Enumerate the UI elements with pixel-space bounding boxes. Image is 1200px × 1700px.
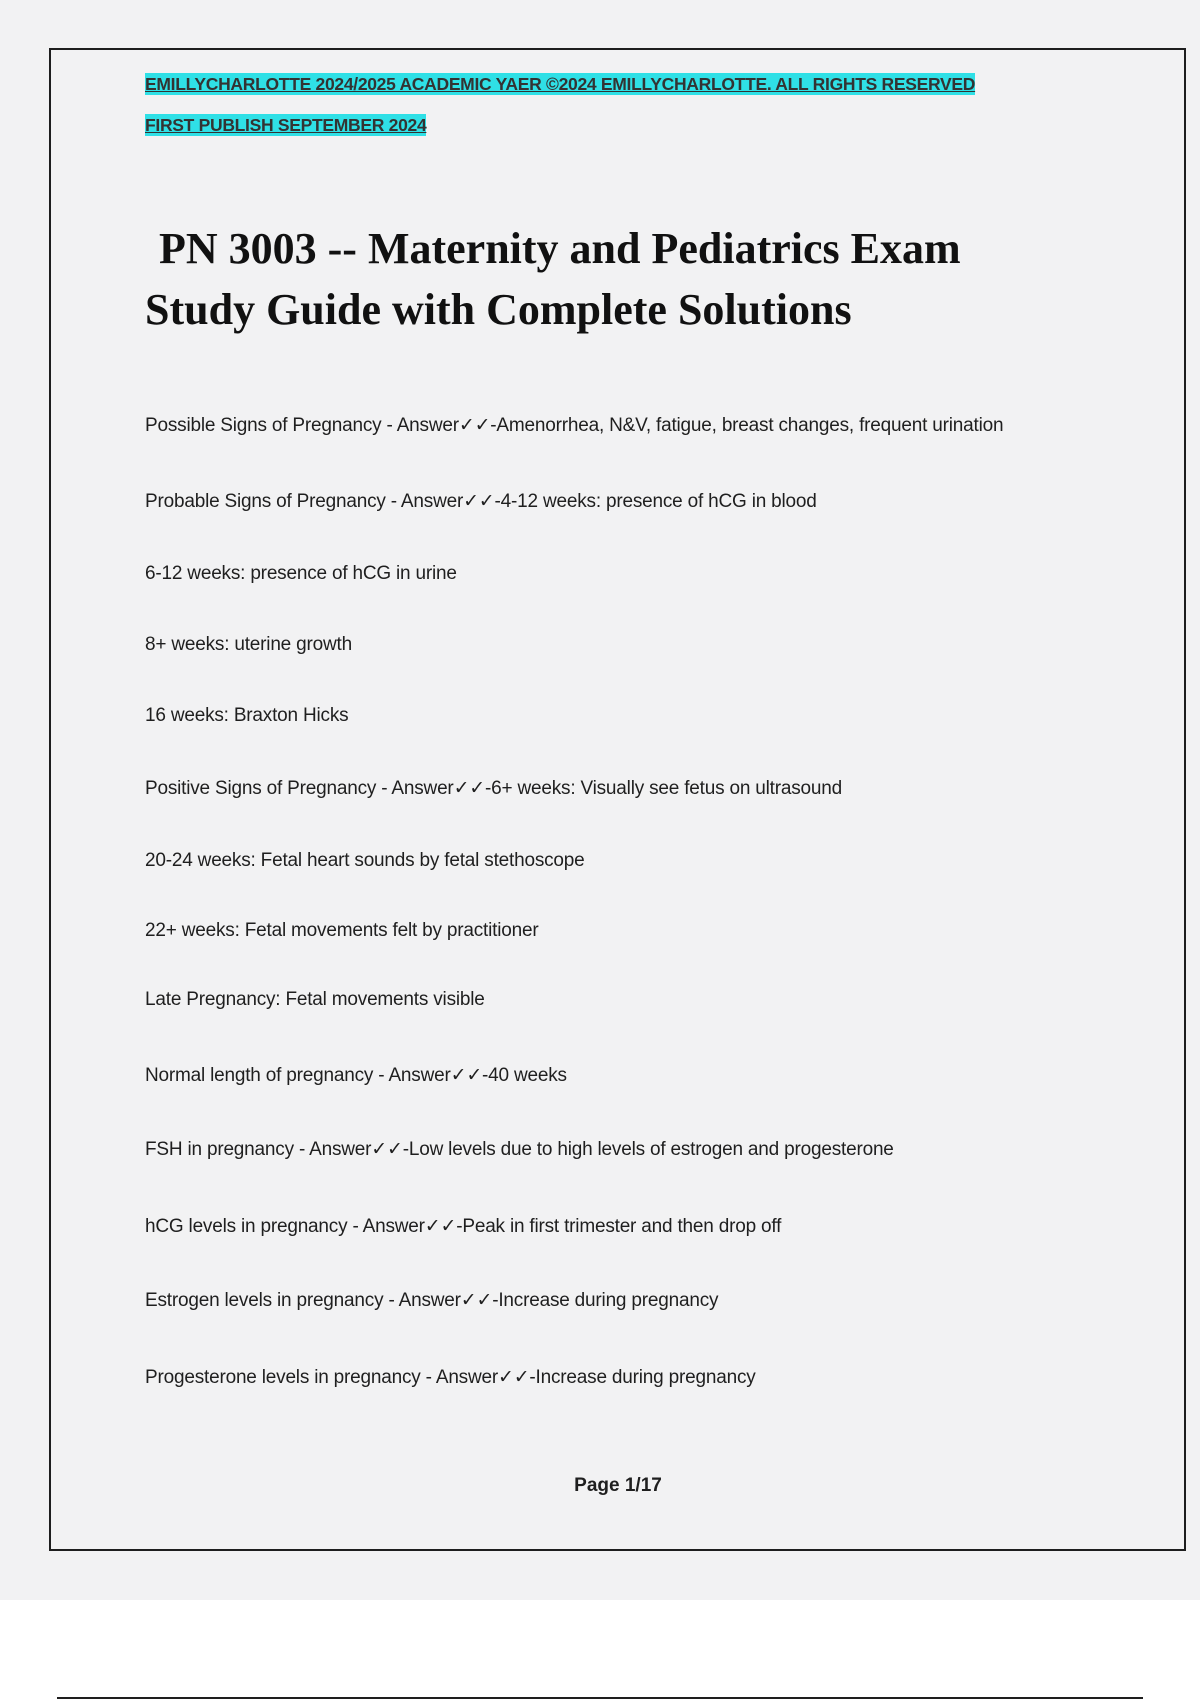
- copyright-header-text: EMILLYCHARLOTTE 2024/2025 ACADEMIC YAER ©2024 EMILLYCHARLOTTE. ALL RIGHTS RESERVED: [145, 74, 976, 94]
- study-entry: FSH in pregnancy - Answer✓✓-Low levels due to high levels of estrogen and progesterone: [145, 1139, 894, 1160]
- study-entry: 16 weeks: Braxton Hicks: [145, 705, 349, 726]
- publish-date-header: [145, 115, 426, 136]
- study-entry: hCG levels in pregnancy - Answer✓✓-Peak in first trimester and then drop off: [145, 1216, 782, 1237]
- document-title: [145, 218, 1125, 340]
- study-entry: Estrogen levels in pregnancy - Answer✓✓-Increase during pregnancy: [145, 1290, 719, 1311]
- title-line-2: Study Guide with Complete Solutions: [145, 285, 852, 334]
- study-entry: 6-12 weeks: presence of hCG in urine: [145, 563, 457, 584]
- study-entry: Late Pregnancy: Fetal movements visible: [145, 989, 485, 1010]
- study-entry: Normal length of pregnancy - Answer✓✓-40 weeks: [145, 1065, 567, 1086]
- next-page-top-rule: [57, 1697, 1143, 1699]
- study-entry: 20-24 weeks: Fetal heart sounds by fetal stethoscope: [145, 850, 585, 871]
- study-entry: Positive Signs of Pregnancy - Answer✓✓-6+ weeks: Visually see fetus on ultrasound: [145, 778, 843, 799]
- title-line-1: PN 3003 -- Maternity and Pediatrics Exam: [159, 224, 961, 273]
- study-entry: 8+ weeks: uterine growth: [145, 634, 352, 655]
- study-entry: Possible Signs of Pregnancy - Answer✓✓-Amenorrhea, N&V, fatigue, breast changes, frequent urination: [145, 415, 1004, 436]
- study-entry: 22+ weeks: Fetal movements felt by practitioner: [145, 920, 539, 941]
- page-number: Page 1/17: [574, 1475, 662, 1496]
- copyright-header: [145, 74, 975, 95]
- study-entry: Probable Signs of Pregnancy - Answer✓✓-4-12 weeks: presence of hCG in blood: [145, 491, 817, 512]
- publish-date-text: FIRST PUBLISH SEPTEMBER 2024: [145, 115, 427, 135]
- study-entry: Progesterone levels in pregnancy - Answer✓✓-Increase during pregnancy: [145, 1367, 756, 1388]
